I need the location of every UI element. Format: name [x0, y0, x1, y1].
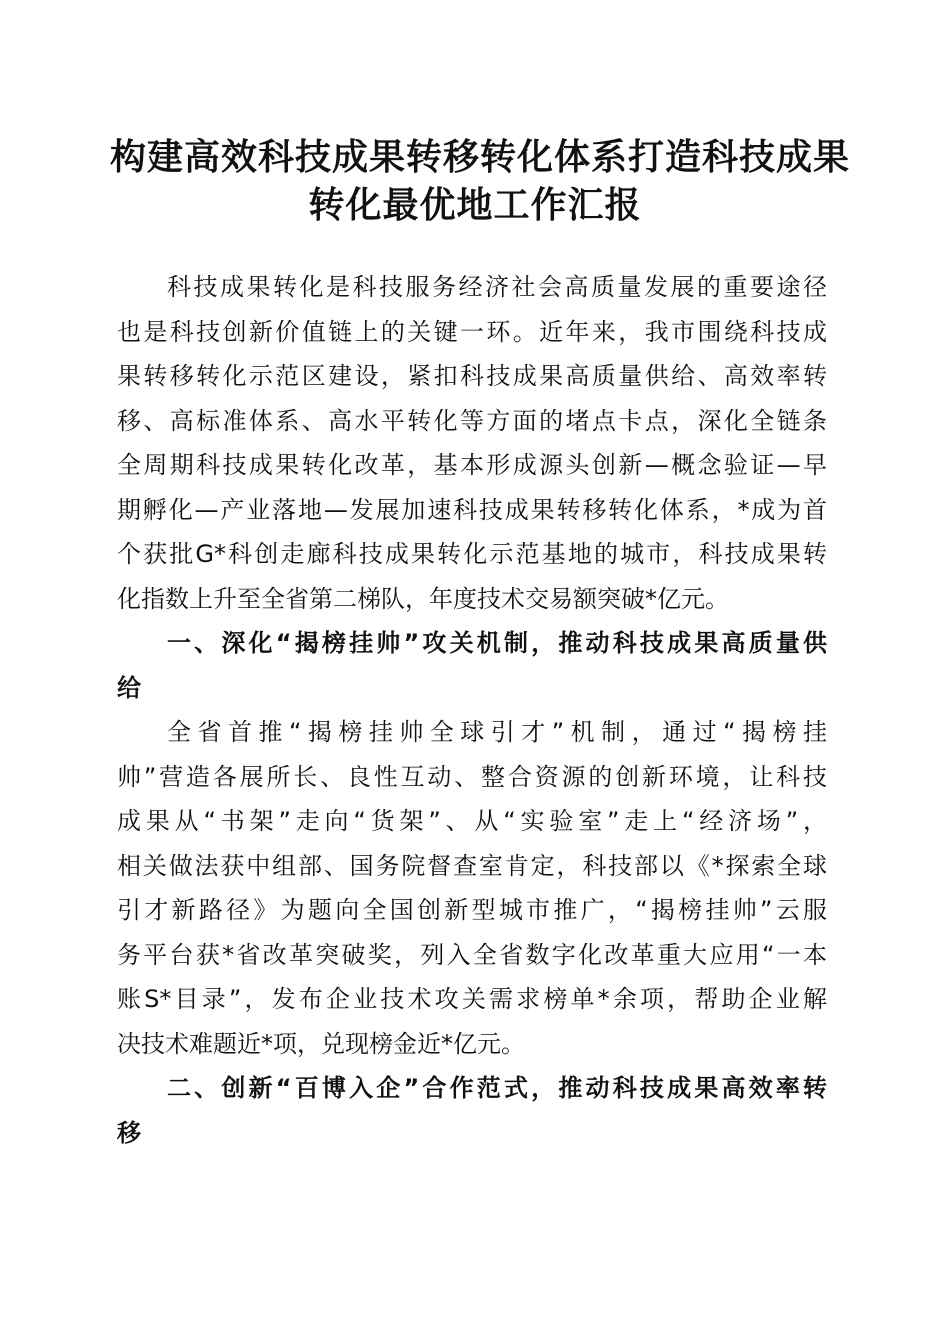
paragraph-1-line: 也是科技创新价值链上的关键一环。近年来，我市围绕科技成 — [117, 317, 827, 346]
paragraph-1-line: 科技成果转化是科技服务经济社会高质量发展的重要途径 — [167, 273, 827, 301]
document-body — [117, 265, 827, 1155]
paragraph-2-line: 成果从“书架”走向“货架”、从“实验室”走上“经济场”， — [117, 807, 827, 835]
paragraph-2-line: 决技术难题近*项，兑现榜金近*亿元。 — [117, 1029, 525, 1058]
paragraph-2-line: 引才新路径》为题向全国创新型城市推广，“揭榜挂帅”云服 — [117, 896, 827, 924]
paragraph-2-line: 务平台获*省改革突破奖，列入全省数字化改革重大应用“一本 — [117, 940, 827, 969]
paragraph-2-line: 账S*目录”，发布企业技术攻关需求榜单*余项，帮助企业解 — [117, 985, 827, 1013]
paragraph-1-line: 果转移转化示范区建设，紧扣科技成果高质量供给、高效率转 — [117, 362, 827, 390]
paragraph-2-line: 相关做法获中组部、国务院督查室肯定，科技部以《*探索全球 — [117, 851, 827, 880]
paragraph-1-line: 化指数上升至全省第二梯队，年度技术交易额突破*亿元。 — [117, 584, 729, 613]
paragraph-2-line: 全省首推“揭榜挂帅全球引才”机制，通过“揭榜挂 — [167, 718, 827, 746]
paragraph-2-line: 帅”营造各展所长、良性互动、整合资源的创新环境，让科技 — [117, 762, 827, 791]
document-title-line-1: 构建高效科技成果转移转化体系打造科技成果 — [110, 136, 851, 178]
section-heading-1-line: 给 — [117, 673, 141, 702]
paragraph-1-line: 移、高标准体系、高水平转化等方面的堵点卡点，深化全链条 — [117, 406, 827, 435]
section-heading-2-line: 移 — [117, 1118, 141, 1147]
paragraph-1-line: 全周期科技成果转化改革，基本形成源头创新—概念验证—早 — [117, 451, 827, 479]
paragraph-1-line: 期孵化—产业落地—发展加速科技成果转移转化体系，*成为首 — [117, 495, 827, 524]
section-heading-2-line: 二、创新“百博入企”合作范式，推动科技成果高效率转 — [167, 1074, 827, 1102]
paragraph-1-line: 个获批G*科创走廊科技成果转化示范基地的城市，科技成果转 — [117, 540, 827, 568]
document-title-line-2: 转化最优地工作汇报 — [308, 184, 642, 226]
section-heading-1-line: 一、深化“揭榜挂帅”攻关机制，推动科技成果高质量供 — [167, 629, 827, 657]
